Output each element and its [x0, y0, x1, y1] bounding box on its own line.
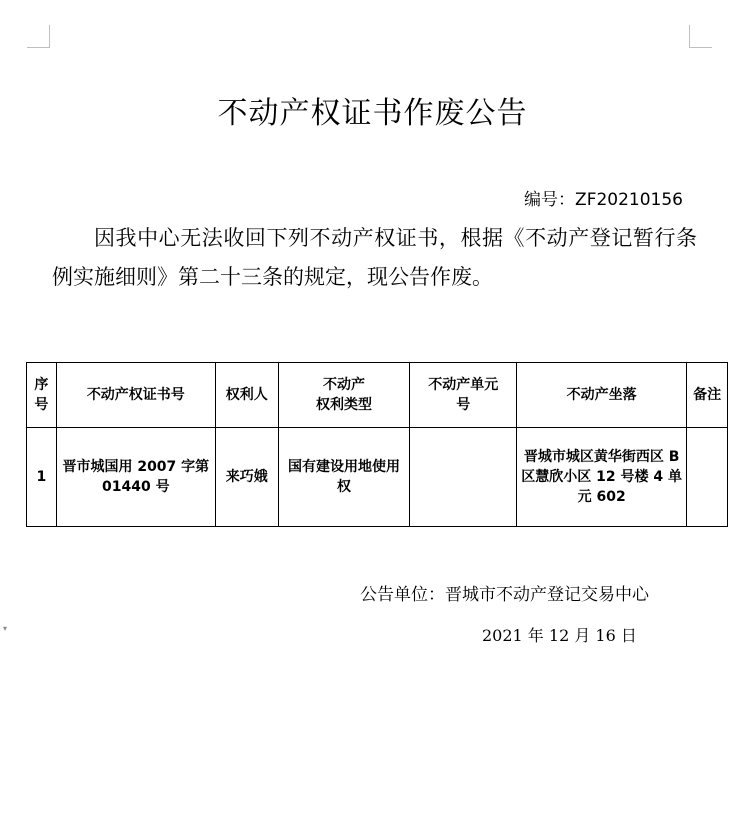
header-note: 备注	[687, 363, 728, 428]
issuing-unit: 公告单位：晋城市不动产登记交易中心	[360, 585, 649, 605]
header-holder: 权利人	[215, 363, 278, 428]
header-seq: 序 号	[27, 363, 57, 428]
header-right-type: 不动产 权利类型	[278, 363, 410, 428]
cell-holder: 来巧娥	[215, 428, 278, 527]
page-corner-mark-top-right	[689, 25, 712, 48]
certificate-table	[26, 362, 728, 527]
header-location: 不动产坐落	[517, 363, 687, 428]
cell-cert-no: 晋市城国用 2007 字第 01440 号	[56, 428, 215, 527]
cell-location: 晋城市城区黄华街西区 B 区慧欣小区 12 号楼 4 单元 602	[517, 428, 687, 527]
announcement-body: 因我中心无法收回下列不动产权证书，根据《不动产登记暂行条例实施细则》第二十三条的规定，现公告作废。	[52, 226, 697, 289]
cell-unit-no	[410, 428, 517, 527]
cell-note	[687, 428, 728, 527]
page-corner-mark-top-left	[27, 25, 50, 48]
margin-arrow-icon: ▾	[3, 624, 8, 633]
header-cert-no: 不动产权证书号	[56, 363, 215, 428]
issue-date: 2021 年 12 月 16 日	[482, 626, 637, 645]
header-unit-no: 不动产单元 号	[410, 363, 517, 428]
table-header-row	[27, 363, 728, 428]
document-number: 编号：ZF20210156	[524, 190, 683, 210]
cell-right-type: 国有建设用地使用权	[278, 428, 410, 527]
document-title: 不动产权证书作废公告	[217, 96, 528, 131]
cell-seq: 1	[27, 428, 57, 527]
table-row	[27, 428, 728, 527]
